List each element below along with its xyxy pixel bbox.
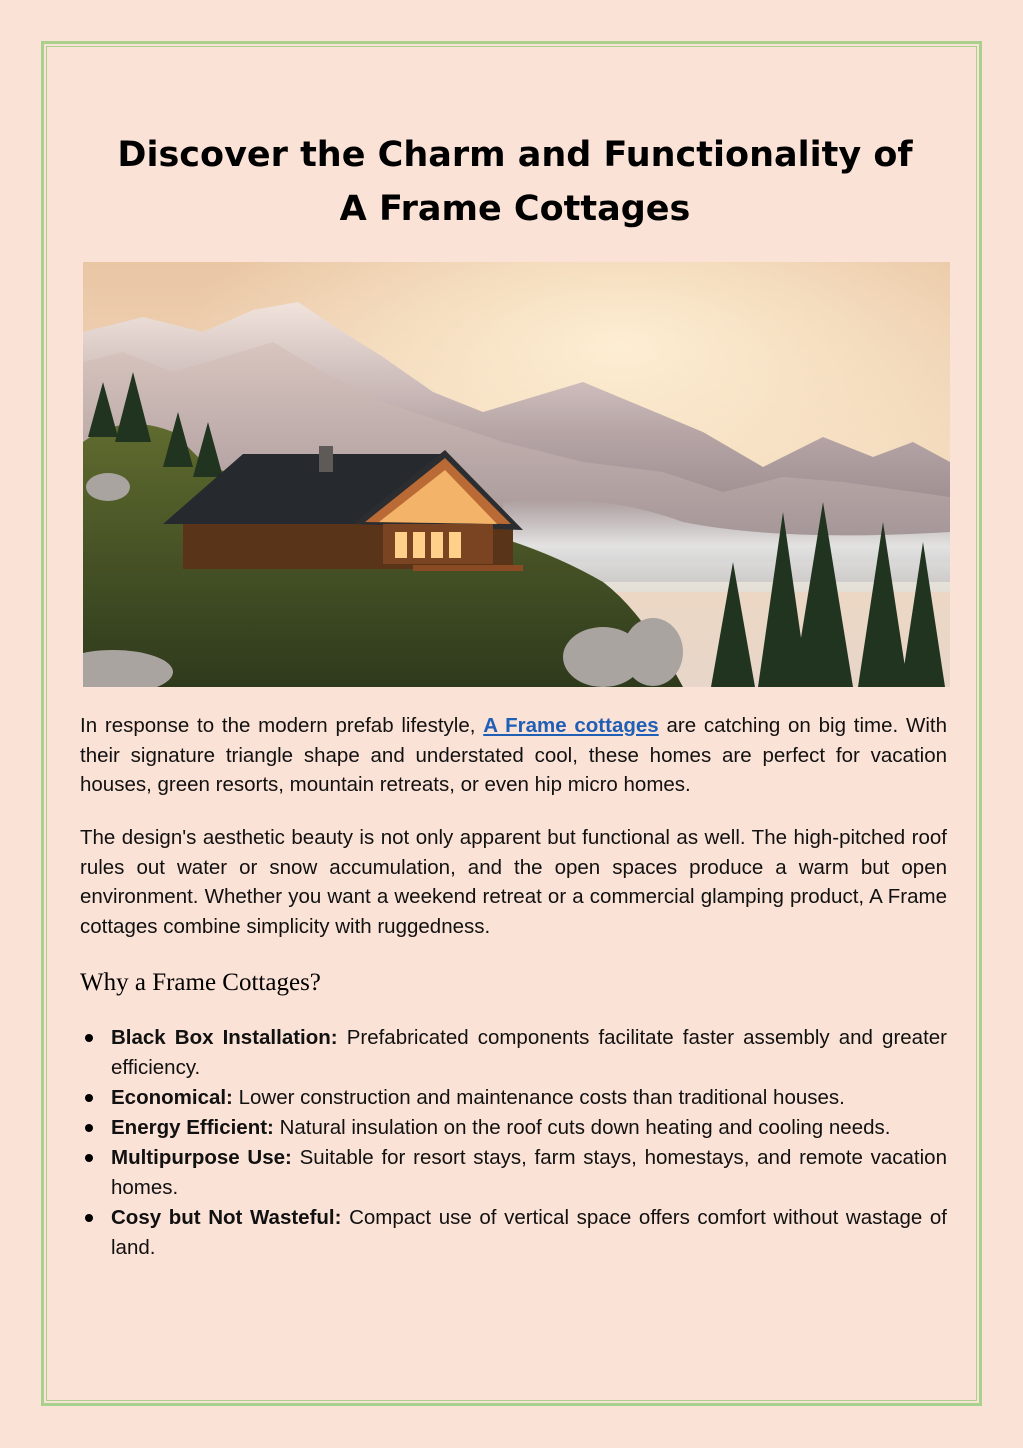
benefit-text: Lower construction and maintenance costs than traditional houses. <box>232 1086 845 1109</box>
why-heading: Why a Frame Cottages? <box>80 969 321 996</box>
page-title <box>82 128 948 236</box>
design-paragraph: The design's aesthetic beauty is not only apparent but functional as well. The high-pitched roof rules out water or snow accumulation, and the open spaces produce a warm but open environment. Whether you want a weekend retreat or a commercial glamping product, A Frame cottages combine simplicity with ruggedness. <box>80 826 947 938</box>
benefit-label: Multipurpose Use: <box>111 1146 292 1169</box>
benefit-text: Suitable for resort stays, farm stays, homestays, and remote vacation homes. <box>111 1146 947 1199</box>
title-line-2: A Frame Cottages <box>339 189 691 229</box>
benefit-text: Natural insulation on the roof cuts down heating and cooling needs. <box>273 1116 891 1139</box>
list-item <box>80 1203 947 1263</box>
bullet-icon <box>85 1154 93 1162</box>
benefit-text: Prefabricated components facilitate faster assembly and greater efficiency. <box>111 1026 947 1079</box>
list-item <box>80 1023 947 1083</box>
benefit-label: Black Box Installation: <box>111 1026 338 1049</box>
benefit-label: Energy Efficient: <box>111 1116 274 1139</box>
list-item <box>80 1083 947 1113</box>
bullet-icon <box>85 1034 93 1042</box>
mountain-cabin-photo <box>83 262 950 687</box>
bullet-icon <box>85 1094 93 1102</box>
list-item <box>80 1113 947 1143</box>
benefits-list <box>80 1023 947 1263</box>
a-frame-cottages-link[interactable]: A Frame cottages <box>483 714 659 737</box>
title-line-1: Discover the Charm and Functionality of <box>117 135 913 175</box>
benefit-label: Cosy but Not Wasteful: <box>111 1206 342 1229</box>
intro-text-after: are catching on big time. With their signature triangle shape and understated cool, these homes are perfect for vacation houses, green resorts, mountain retreats, or even hip micro homes. <box>80 714 947 796</box>
list-item <box>80 1143 947 1203</box>
bullet-icon <box>85 1214 93 1222</box>
benefit-label: Economical: <box>111 1086 233 1109</box>
bullet-icon <box>85 1124 93 1132</box>
benefit-text: Compact use of vertical space offers comfort without wastage of land. <box>111 1206 947 1259</box>
intro-text-before: In response to the modern prefab lifestyle, <box>80 714 484 737</box>
intro-paragraph <box>80 711 947 800</box>
